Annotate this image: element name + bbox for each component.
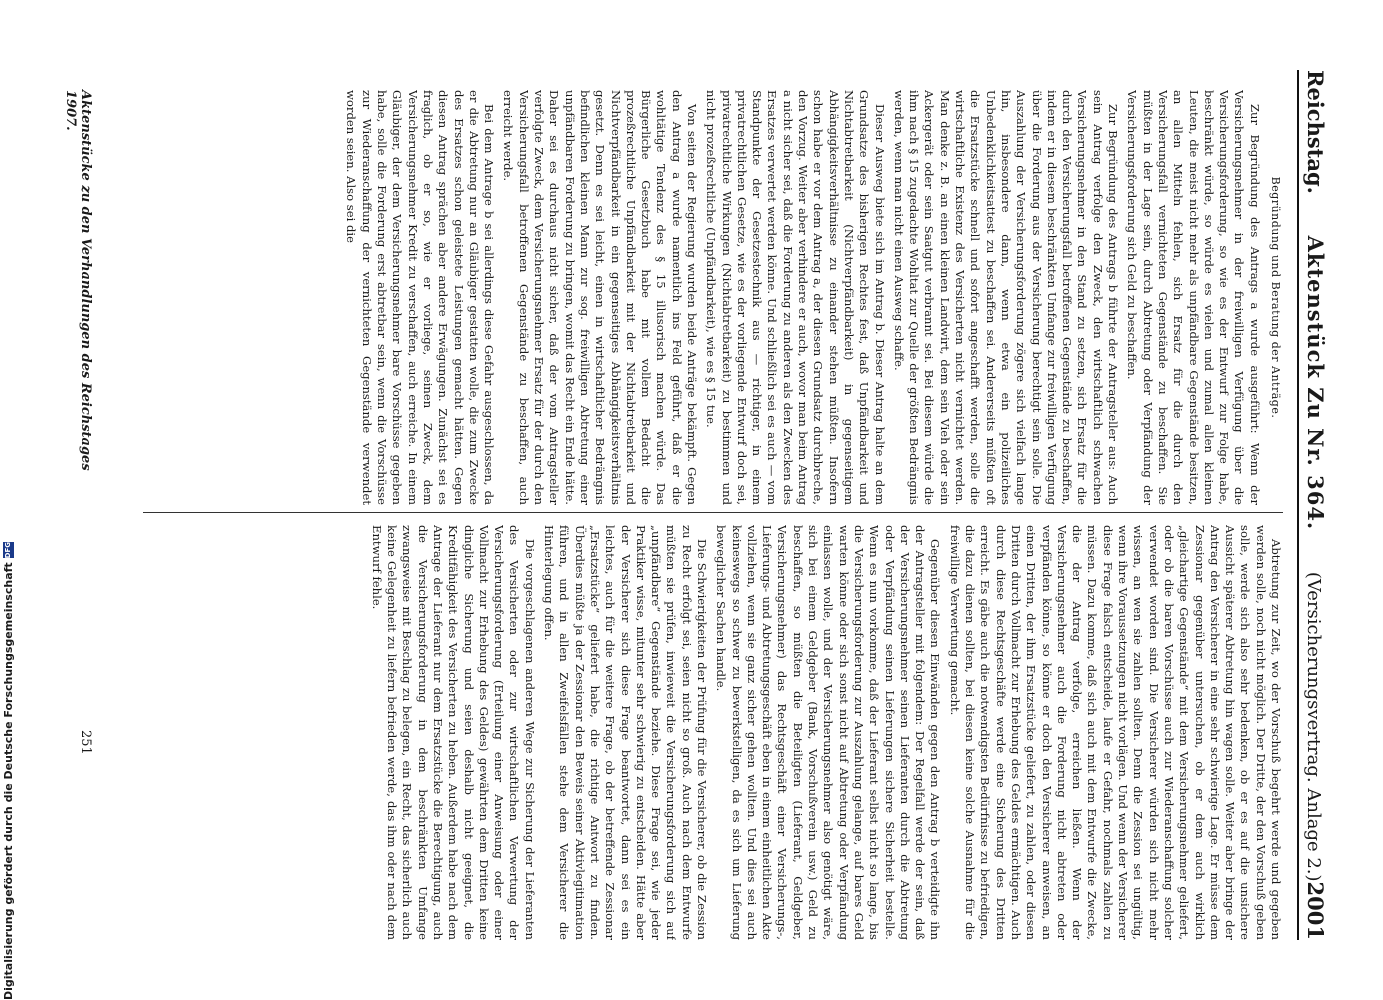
paragraph: Die vorgeschlagenen anderen Wege zur Sicherung der Lieferanten des Versicherten oder zur wirtschaftlichen Verwertung der Versicherungsforderung (Erteilung einer Anweisung oder einer Vollmacht zur Erhebung des Geldes) gewährten dem Dritten keine dingliche Sicherung und seien deshalb nicht geeignet, die Kreditfähigkeit des Versicherten zu heben. Außerdem habe nach dem Antrage der Lieferant nur dem Ersatzstücke die Berechtigung, auch die Versicherungsforderung in dem beschränkten Umfange zwangsweise mit Beschlag zu belegen, ein Recht, das sicherlich auch keine Gelegenheit zu liefern befrieden werde, das ihm oder nach dem Entwurf fehle. xyxy=(369,525,537,940)
paragraph: Zur Begründung des Antrags b führte der Antragsteller aus: Auch sein Antrag verfolge den Zweck, den wirtschaftlich schwachen Versicherungsnehmer in den Stand zu setzen, sich Ersatz für die durch den Versicherungsfall betroffenen Gegenstände zu beschaffen, indem er in diesem beschränkten Umfange zur freiwilligen Verfügung über die Forderung aus der Versicherung berechtigt sein solle. Die Auszahlung der Versicherungsforderung zögere sich vielfach lange hin, insbesondere dann, wenn etwa ein polizeiliches Unbedenklichkeitsattest zu beschaffen sei. Andererseits müßten oft die Ersatzstücke schnell und sofort angeschafft werden, solle die wirtschaftliche Existenz des Versicherten nicht vernichtet werden. Man denke z. B. an einen kleinen Landwirt, dem sein Vieh oder sein Ackergerät oder sein Saatgut verbrannt sei. Bei diesem würde die ihm nach § 15 zugedachte Wohltat zur Quelle der größten Bedrängnis werden, wenn man nicht einen Ausweg schaffe. xyxy=(891,90,1121,505)
right-column xyxy=(113,525,1283,940)
page-header xyxy=(1297,70,1328,940)
paragraph: Die Schwierigkeiten der Prüfung für die Versicherer, ob die Zession zu Recht erfolgt sei, seien nicht so groß. Auch nach dem Entwurfe müßten sie prüfen, inwieweit die Versicherungsforderung sich auf „unpfändbare“ Gegenstände beziehe. Diese Frage sei, wie jeder Praktiker wisse, mitunter sehr schwierig zu entscheiden. Hätte aber der Versicherer sich diese Frage beantwortet, dann sei es ein leichtes, auch für die weitere Frage, ob der betreffende Zessionar „Ersatzstücke“ geliefert habe, die richtige Antwort zu finden. Überdies müßte ja der Zessionar den Beweis seiner Aktivlegitimation führen, und in allen Zweifelsfällen stehe dem Versicherer die Hinterlegung offen. xyxy=(542,525,710,940)
digitization-credit xyxy=(0,541,16,1000)
page-footer: Aktenstücke zu den Verhandlungen des Reichstages 1907. xyxy=(63,90,93,471)
section-caption: Begründung und Beratung der Anträge. xyxy=(1269,176,1282,419)
paragraph: Von seiten der Regierung wurden beide Anträge bekämpft. Gegen den Antrag a wurde namentlich ins Feld geführt, daß er die wohltätige Tendenz des § 15 illusorisch machen würde. Das Bürgerliche Gesetzbuch habe mit vollem Bedacht die prozeßrechtliche Unpfändbarkeit mit der Nichtabtretbarkeit und Nichtverpfändbarkeit in ein gegenseitiges Abhängigkeitsverhältnis gesetzt. Denn es sei leicht, einen in wirtschaftlicher Bedrängnis befindlichen kleinen Mann zur sog. freiwilligen Abtretung einer unpfändbaren Forderung zu bringen, womit das Recht ein Ende hätte. Daher sei es durchaus nicht sicher, daß der vom Antragsteller verfolgte Zweck, dem Versicherungsnehmer Ersatz für der durch den Versicherungsfall betroffenen Gegenstände zu beschaffen, auch erreicht werde. xyxy=(501,90,700,505)
footer-page-number: 251 xyxy=(78,730,93,755)
header-subtitle: (Versicherungsvertrag. Anlage 2.) xyxy=(1303,571,1324,882)
column-divider xyxy=(143,512,1283,513)
header-left: Reichstag. xyxy=(1303,70,1328,194)
dfg-logo-icon: DFG xyxy=(3,541,12,559)
paragraph: Abtretung zur Zeit, wo der Vorschuß begehrt werde und gegeben werden solle, noch nicht möglich. Der Dritte, der den Vorschuß geben solle, werde sich also sehr bedenken, ob er es auf die unsichere Aussicht späterer Abtretung hin wagen solle. Weiter aber bringe der Antrag den Versicherer in eine sehr schwierige Lage. Er müsse dem Zessionar gegenüber untersuchen, ob er dem auch wirklich „gleichartige Gegenstände“ mit dem Versicherungsnehmer geliefert, oder ob die baren Vorschüsse auch zur Wiederanschaffung solcher verwendet worden sind. Die Versicherer würden sich nicht mehr wissen, an wen sie zahlen sollten. Denn die Zession sei ungültig, wenn ihre Voraussetzungen nicht vorlägen. Und wenn der Versicherer diese Frage falsch entscheide, laufe er Gefahr, nochmals zahlen zu müssen. Dazu komme, daß sich auch mit dem Entwurfe die Zwecke, die der Antrag verfolge, erreichen ließen. Wenn der Versicherungsnehmer auch die Forderung nicht abtreten oder verpfänden könne, so könne er doch den Versicherer anweisen, an einen Dritten, der ihm Ersatzstücke geliefert, zu zahlen, oder diesen Dritten durch Vollmacht zur Erhebung des Geldes ermächtigen. Auch durch diese Rechtsgeschäfte werde eine Sicherung des Dritten erreicht. Es gäbe auch die notwendigsten Bedürfnisse zu befriedigen, die dazu dienen sollten, bei diesen keine solche Ausnahme für die freiwillige Verwertung gemacht. xyxy=(947,525,1283,940)
left-column xyxy=(113,90,1283,505)
paragraph: Bei dem Antrage b sei allerdings diese Gefahr ausgeschlossen, da er die Abtretung nur an Gläubiger gestatten wolle, die zum Zwecke des Ersatzes schon geleistete Leistungen gemacht hätten. Gegen diesen Antrag sprächen aber andere Erwägungen. Zunächst sei es fraglich, ob er so, wie er vorliege, seinen Zweck, dem Versicherungsnehmer Kredit zu verschaffen, auch erreiche. In einem Gläubiger, der dem Versicherungsnehmer bare Vorschüsse gegeben habe, solle die Forderung erst abtretbar sein, wenn die Vorschüsse zur Wiederanschaffung der vernichteten Gegenstände verwendet worden seien. Also sei die xyxy=(344,90,497,505)
credit-text: Digitalisierung gefördert durch die Deutsche Forschungsgemeinschaft xyxy=(1,562,15,1000)
paragraph: Gegenüber diesen Einwänden gegen den Antrag b verteidigte ihn der Antragsteller mit folgendem: Der Regelfall werde der sein, daß der Versicherungsnehmer seinen Lieferanten durch die Abtretung oder Verpfändung seinen Lieferungen sichere Sicherheit bestelle. Wenn es nun vorkomme, daß der Lieferant selbst nicht so lange, bis die Versicherungsforderung zur Auszahlung gelange, auf bares Geld warten könne oder sich sonst nicht auf Abtretung oder Verpfändung einlassen wolle, und der Versicherungsnehmer also genötigt wäre, sich bei einem Geldgeber (Bank, Vorschußverein usw.) Geld zu beschaffen, so müßten die Beteiligten (Lieferant, Geldgeber, Versicherungsnehmer) das Rechtsgeschäft einer Versicherungs-, Lieferungs- und Abtretungsgeschäft eben in einem einheitlichen Akte vollziehen, wenn sie ganz sicher gehen wollten. Und dies sei auch keineswegs so schwer zu bewerkstelligen, da es sich um Lieferung beweglicher Sachen handle. xyxy=(714,525,943,940)
header-page-number: 2001 xyxy=(1303,881,1328,940)
paragraph: Dieser Ausweg biete sich im Antrag b. Dieser Antrag halte an dem Grundsatze des bisherigen Rechtes fest, daß Unpfändbarkeit und Nichtabtretbarkeit (Nichtverpfändbarkeit) in gegenseitigem Abhängigkeitsverhältnisse zu einander stehen müßten. Insofern schon habe er vor dem Antrag a, der diesen Grundsatz durchbreche, den Vorzug. Weiter aber verhindere er auch, wovor man beim Antrag a nicht sicher sei, daß die Forderung zu anderen als den Zwecken des Ersatzes verwertet werden könne. Und schließlich sei es auch — vom Standpunkte der Gesetzestechnik aus — richtiger, in einem privatrechtlichen Gesetze, wie es der vorliegende Entwurf doch sei, privatrechtliche Wirkungen (Nichtabtretbarkeit) zu bestimmen und nicht prozeßrechtliche (Unpfändbarkeit), wie es § 15 tue. xyxy=(704,90,887,505)
paragraph: Zur Begründung des Antrags a wurde ausgeführt: Wenn der Versicherungsnehmer in der freiwilligen Verfügung über die Versicherungsforderung, so wie es der Entwurf zur Folge habe, beschränkt würde, so würde es vielen und zumal allen kleinen Leuten, die meist nicht mehr als unpfändbare Gegenstände besitzen, an allen Mitteln fehlen, sich Ersatz für die durch den Versicherungsfall vernichteten Gegenstände zu beschaffen. Sie müßten in der Lage sein, durch Abtretung oder Verpfändung der Versicherungsforderung sich Geld zu beschaffen. xyxy=(1125,90,1262,505)
header-title: Aktenstück Zu Nr. 364. xyxy=(1303,235,1328,531)
